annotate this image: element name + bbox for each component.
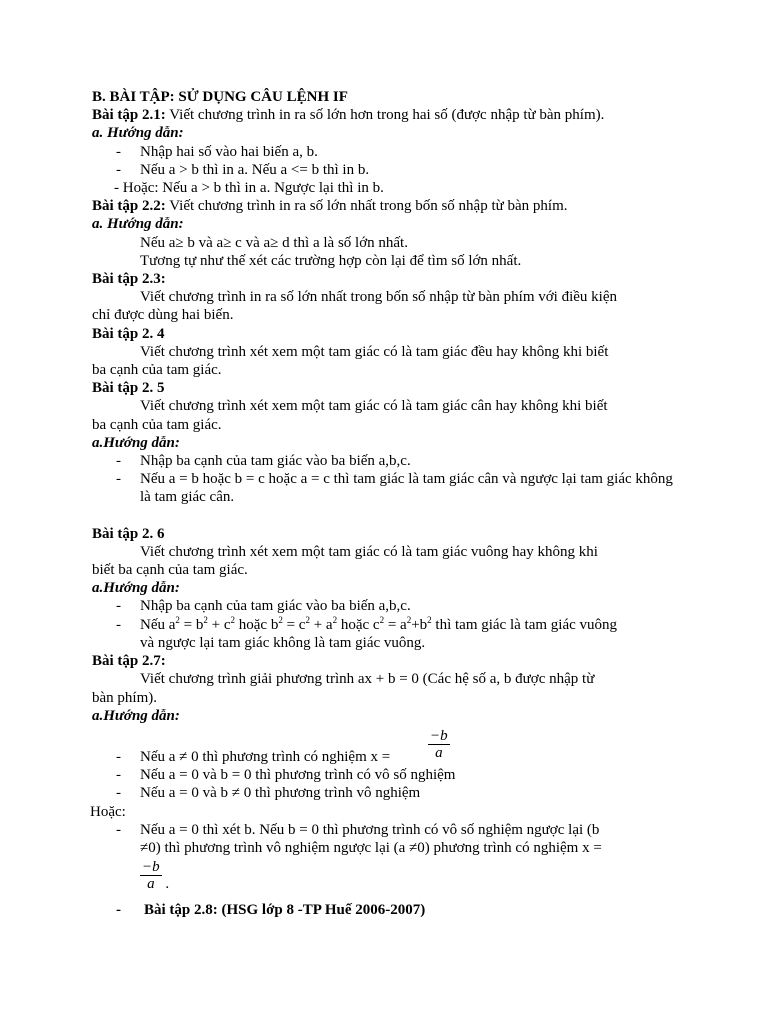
list-item-text: Nếu a = 0 và b ≠ 0 thì phương trình vô nghiệm — [140, 785, 421, 802]
list-item — [92, 470, 682, 506]
bullet-dash: - — [116, 902, 121, 919]
exercise-text: Viết chương trình xét xem một tam giác có là tam giác cân hay không khi biết — [140, 398, 608, 415]
exercise-label: Bài tập 2.7: — [92, 653, 166, 670]
exercise-label: Bài tập 2.3: — [92, 271, 166, 288]
bullet-dash: - — [116, 453, 121, 470]
list-item — [92, 766, 682, 784]
list-item-text: Nhập ba cạnh của tam giác vào ba biến a,b,c. — [140, 453, 411, 470]
exercise-label: Bài tập 2. 5 — [92, 380, 165, 397]
bullet-dash: - — [116, 748, 121, 765]
bullet-dash: - — [116, 161, 121, 178]
bullet-dash: - — [116, 598, 121, 615]
fraction-numerator: −b — [430, 727, 448, 744]
list-item — [92, 821, 682, 894]
list-item-text: Nếu a ≠ 0 thì phương trình có nghiệm x = — [140, 748, 391, 765]
list-item-text: Nếu a = b hoặc b = c hoặc a = c thì tam giác là tam giác cân và ngược lại tam giác không là tam giác cân. — [140, 471, 673, 506]
guide-line: Nếu a≥ b và a≥ c và a≥ d thì a là số lớn nhất. — [140, 234, 408, 251]
list-item — [92, 143, 682, 161]
list-item-text: Nếu $a^2 = b^2 + c^2$ hoặc $b^2 = c^2 + a^2$ hoặc $c^2 = a^2+b^2$ thì tam giác là tam giác vuông và ngược lại tam giác không là tam giác vuông. — [140, 614, 618, 651]
exercise-2-1 — [92, 106, 682, 124]
exercise-text: ba cạnh của tam giác. — [92, 416, 222, 433]
exercise-text: Viết chương trình giải phương trình ax + b = 0 (Các hệ số a, b được nhập từ — [140, 671, 595, 688]
exercise-text: Viết chương trình in ra số lớn nhất trong bốn số nhập từ bàn phím. — [165, 198, 568, 215]
bullet-dash: - — [116, 821, 121, 838]
list-item-text: Nếu a = 0 và b = 0 thì phương trình có vô số nghiệm — [140, 767, 456, 784]
exercise-text: Viết chương trình in ra số lớn hơn trong hai số (được nhập từ bàn phím). — [165, 107, 605, 124]
exercise-label: Bài tập 2. 6 — [92, 525, 165, 542]
bullet-dash: - — [116, 471, 121, 488]
list-item — [92, 748, 682, 766]
exercise-text: chỉ được dùng hai biến. — [92, 307, 234, 324]
guide-heading: a.Hướng dẫn: — [92, 434, 180, 451]
exercise-label: Bài tập 2.8: (HSG lớp 8 -TP Huế 2006-2007) — [144, 902, 426, 919]
list-item-text: Nếu a > b thì in a. Nếu a <= b thì in b. — [140, 161, 370, 178]
exercise-text: Viết chương trình xét xem một tam giác có là tam giác đều hay không khi biết — [140, 343, 609, 360]
list-item — [92, 901, 682, 919]
fraction-numerator: −b — [142, 859, 160, 876]
document-page — [92, 88, 682, 920]
list-item — [92, 161, 682, 179]
guide-heading: a.Hướng dẫn: — [92, 580, 180, 597]
list-item-text: Nhập ba cạnh của tam giác vào ba biến a,b,c. — [140, 598, 411, 615]
exercise-text: Viết chương trình in ra số lớn nhất trong bốn số nhập từ bàn phím với điều kiện — [140, 289, 618, 306]
list-item — [92, 452, 682, 470]
fraction-denominator: a — [435, 744, 443, 761]
guide-heading: a.Hướng dẫn: — [92, 707, 180, 724]
list-item-text: Nếu a = 0 thì xét b. Nếu b = 0 thì phương trình có vô số nghiệm ngược lại (b ≠0) thì phương trình vô nghiệm ngược lại (a ≠0) phương trình có nghiệm x = $\frac{-b}{a}$ . — [140, 821, 602, 893]
alternative-heading: Hoặc: — [90, 803, 126, 820]
list-item — [92, 616, 682, 652]
exercise-label: Bài tập 2.2: — [92, 198, 166, 215]
fraction-denominator: a — [147, 876, 155, 893]
guide-heading: a. Hướng dẫn: — [92, 125, 184, 142]
list-item-text: Nhập hai số vào hai biến a, b. — [140, 143, 318, 160]
exercise-text: ba cạnh của tam giác. — [92, 362, 222, 379]
exercise-2-2 — [92, 197, 682, 215]
section-title: B. BÀI TẬP: SỬ DỤNG CÂU LỆNH IF — [92, 89, 348, 105]
exercise-label: Bài tập 2. 4 — [92, 325, 165, 342]
bullet-dash: - — [116, 616, 121, 633]
guide-heading: a. Hướng dẫn: — [92, 216, 184, 233]
bullet-dash: - — [116, 785, 121, 802]
exercise-text: Viết chương trình xét xem một tam giác có là tam giác vuông hay không khi — [140, 543, 598, 560]
list-item — [92, 784, 682, 802]
exercise-text: biết ba cạnh của tam giác. — [92, 562, 248, 579]
bullet-dash: - — [116, 767, 121, 784]
exercise-label: Bài tập 2.1: — [92, 107, 166, 124]
exercise-text: bàn phím). — [92, 689, 157, 706]
guide-line: Tương tự như thế xét các trường hợp còn lại để tìm số lớn nhất. — [140, 252, 522, 269]
alternative-line: - Hoặc: Nếu a > b thì in a. Ngược lại thì in b. — [114, 180, 384, 197]
list-item — [92, 597, 682, 615]
fraction-neg-b-over-a — [140, 859, 162, 892]
bullet-dash: - — [116, 143, 121, 160]
